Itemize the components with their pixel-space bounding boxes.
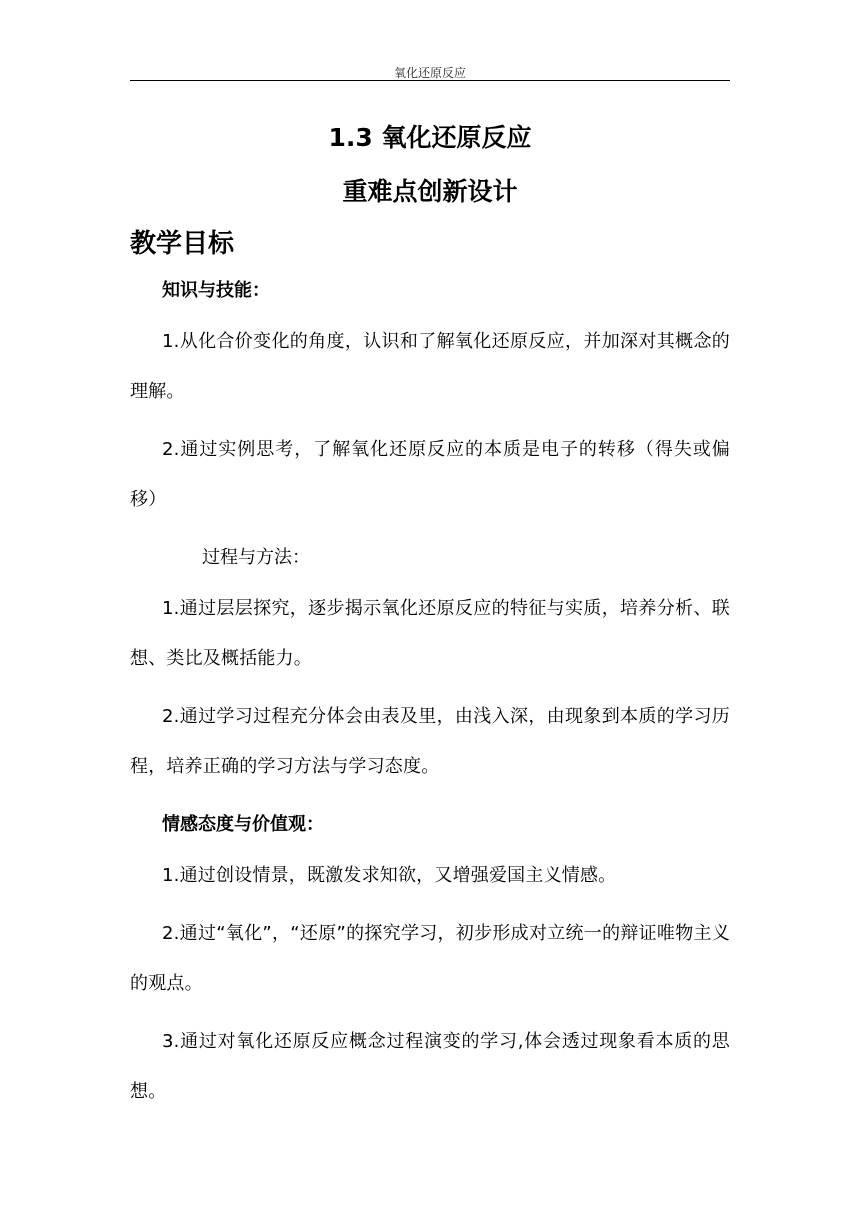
document-title: 1.3 氧化还原反应	[328, 123, 532, 152]
emotion-item-1: 1.通过创设情景，既激发求知欲，又增强爱国主义情感。	[162, 865, 617, 886]
knowledge-item-1: 1.从化合价变化的角度，认识和了解氧化还原反应，并加深对其概念的理解。	[130, 331, 730, 402]
running-header: 氧化还原反应	[393, 66, 466, 80]
emotion-item-3: 3.通过对氧化还原反应概念过程演变的学习,体会透过现象看本质的思想。	[130, 1031, 730, 1102]
section-heading-teaching-goals: 教学目标	[130, 229, 235, 259]
header-divider	[130, 80, 730, 81]
knowledge-item-2: 2.通过实例思考，了解氧化还原反应的本质是电子的转移（得失或偏移）	[130, 439, 730, 510]
process-item-1: 1.通过层层探究，逐步揭示氧化还原反应的特征与实质，培养分析、联想、类比及概括能力。	[130, 598, 730, 669]
emotion-item-2: 2.通过“氧化”，“还原”的探究学习，初步形成对立统一的辩证唯物主义的观点。	[130, 923, 730, 994]
process-item-2: 2.通过学习过程充分体会由表及里，由浅入深，由现象到本质的学习历程，培养正确的学习方法与学习态度。	[130, 706, 730, 777]
document-subtitle: 重难点创新设计	[342, 177, 518, 206]
subheading-knowledge-skills: 知识与技能：	[162, 280, 270, 301]
subheading-process-method: 过程与方法：	[202, 547, 310, 568]
subheading-emotion-values: 情感态度与价值观：	[162, 814, 324, 835]
document-body	[130, 118, 730, 1117]
